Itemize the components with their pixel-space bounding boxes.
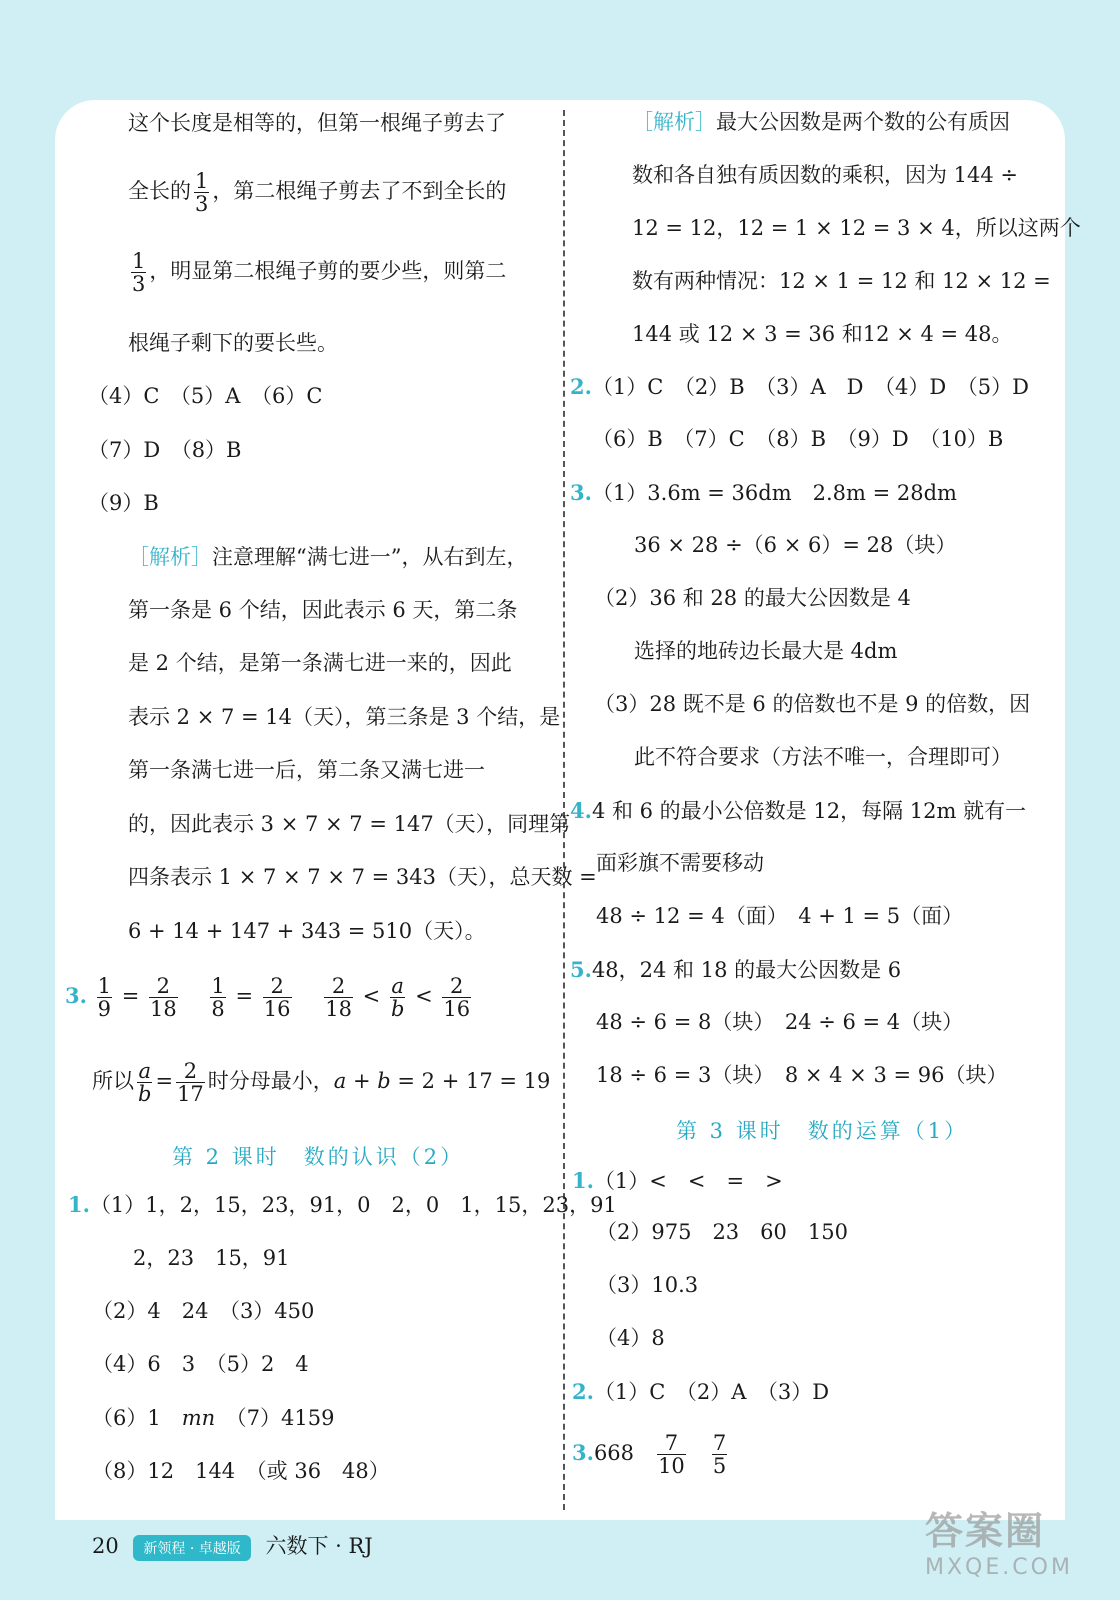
explanation-line: 的，因此表示 3 × 7 × 7 = 147（天），同理第 xyxy=(128,812,571,836)
watermark-logo: 答案圈 MXQE.COM xyxy=(925,1508,1073,1580)
answer-line: 1.（1）< < = > xyxy=(572,1168,783,1193)
question-3-conclusion: 所以 $\frac{a}{b}$ = $\frac{2}{17}$ 时分母最小，a + b = 2 + 17 = 19 xyxy=(92,1059,551,1107)
answer-line: （2）4 24 （3）450 xyxy=(92,1299,315,1323)
fraction: $\frac{1}{3}$ xyxy=(132,249,146,297)
section-heading: 第 2 课时 数的认识（2） xyxy=(172,1145,465,1169)
answer-line: （2）975 23 60 150 xyxy=(596,1220,848,1244)
answer-line: 48 ÷ 6 = 8（块） 24 ÷ 6 = 4（块） xyxy=(596,1010,964,1034)
answer-line: （6）B （7）C （8）B （9）D （10）B xyxy=(592,427,1004,451)
answer-line: （6）1 mn （7）4159 xyxy=(92,1406,335,1430)
answer-line: （4）8 xyxy=(596,1326,665,1350)
question-number: 1. xyxy=(68,1192,90,1217)
explanation-line: 四条表示 1 × 7 × 7 × 7 = 343（天），总天数 = xyxy=(128,865,597,889)
left-text-line: 根绳子剩下的要长些。 xyxy=(128,331,338,355)
explanation-line: 6 + 14 + 147 + 343 = 510（天）。 xyxy=(128,919,486,943)
left-text-line: 这个长度是相等的，但第一根绳子剪去了 xyxy=(128,111,506,135)
answer-line: 2，23 15，91 xyxy=(133,1246,290,1270)
answer-line: （3）10.3 xyxy=(596,1273,699,1297)
answer-line: 48 ÷ 12 = 4（面） 4 + 1 = 5（面） xyxy=(596,904,964,928)
question-number: 4. xyxy=(570,798,592,823)
analysis-tag: ［解析］ xyxy=(632,110,716,134)
explanation-line: 12 = 12，12 = 1 × 12 = 3 × 4，所以这两个 xyxy=(632,216,1081,240)
explanation-line: 144 或 12 × 3 = 36 和12 × 4 = 48。 xyxy=(632,322,1013,346)
answer-line: （4）C （5）A （6）C xyxy=(88,384,323,408)
answer-line: （8）12 144 （或 36 48） xyxy=(92,1459,390,1483)
explanation-line: 第一条满七进一后，第二条又满七进一 xyxy=(128,758,485,782)
answer-line: （9）B xyxy=(88,491,159,515)
book-subject: 六数下 · RJ xyxy=(265,1534,373,1558)
page-number: 20 xyxy=(92,1534,119,1558)
fraction: $\frac{1}{3}$ xyxy=(195,169,209,217)
answer-line: 3.（1）3.6m = 36dm 2.8m = 28dm xyxy=(570,480,957,505)
answer-line: 5.48，24 和 18 的最大公因数是 6 xyxy=(570,957,902,982)
answer-line: （7）D （8）B xyxy=(88,438,242,462)
explanation-line: 是 2 个结，是第一条满七进一来的，因此 xyxy=(128,651,512,675)
answer-line: 此不符合要求（方法不唯一，合理即可） xyxy=(634,745,1012,769)
explanation-line: 第一条是 6 个结，因此表示 6 天，第二条 xyxy=(128,598,518,622)
left-text-line: 全长的 $\frac{1}{3}$ ，第二根绳子剪去了不到全长的 xyxy=(128,169,507,217)
explanation-line: ［解析］最大公因数是两个数的公有质因 xyxy=(632,110,1010,134)
answer-line: 2.（1）C （2）A （3）D xyxy=(572,1379,830,1404)
series-badge: 新领程 · 卓越版 xyxy=(133,1535,250,1561)
answer-line: 2.（1）C （2）B （3）A D （4）D （5）D xyxy=(570,374,1029,399)
question-number: 5. xyxy=(570,957,592,982)
answer-line: 3.668 $\frac{7}{10}$ $\frac{7}{5}$ xyxy=(572,1431,727,1479)
answer-line: 1.（1）1，2，15，23，91，0 2，0 1，15，23，91 xyxy=(68,1192,617,1217)
question-number: 1. xyxy=(572,1168,594,1193)
column-divider xyxy=(563,110,565,1510)
explanation-line: 数有两种情况：12 × 1 = 12 和 12 × 12 = xyxy=(632,269,1051,293)
question-number: 2. xyxy=(572,1379,594,1404)
explanation-line: ［解析］注意理解“满七进一”，从右到左， xyxy=(128,545,528,569)
question-number: 3. xyxy=(572,1440,594,1466)
answer-line: （2）36 和 28 的最大公因数是 4 xyxy=(594,586,911,610)
explanation-line: 数和各自独有质因数的乘积，因为 144 ÷ xyxy=(632,163,1019,187)
analysis-tag: ［解析］ xyxy=(128,545,212,569)
answer-line: 面彩旗不需要移动 xyxy=(596,851,764,875)
question-number: 3. xyxy=(65,983,87,1009)
answer-line: 36 × 28 ÷（6 × 6）= 28（块） xyxy=(634,533,957,557)
question-3-fractions: 3. $\frac{1}{9}$ = $\frac{2}{18}$ $\frac{1}{8}$ = $\frac{2}{16}$ $\frac{2}{18}$ < $\frac{a}{b}$ < $\frac{2}{16}$ xyxy=(65,974,471,1022)
answer-line: （4）6 3 （5）2 4 xyxy=(92,1352,309,1376)
answer-line: （3）28 既不是 6 的倍数也不是 9 的倍数，因 xyxy=(594,692,1031,716)
section-heading: 第 3 课时 数的运算（1） xyxy=(676,1119,969,1143)
answer-line: 18 ÷ 6 = 3（块） 8 × 4 × 3 = 96（块） xyxy=(596,1063,1008,1087)
question-number: 2. xyxy=(570,374,592,399)
explanation-line: 表示 2 × 7 = 14（天），第三条是 3 个结，是 xyxy=(128,705,561,729)
left-text-line: $\frac{1}{3}$ ，明显第二根绳子剪的要少些，则第二 xyxy=(132,249,507,297)
answer-line: 选择的地砖边长最大是 4dm xyxy=(634,639,898,663)
page-footer xyxy=(92,1530,373,1561)
question-number: 3. xyxy=(570,480,592,505)
answer-line: 4.4 和 6 的最小公倍数是 12，每隔 12m 就有一 xyxy=(570,798,1027,823)
